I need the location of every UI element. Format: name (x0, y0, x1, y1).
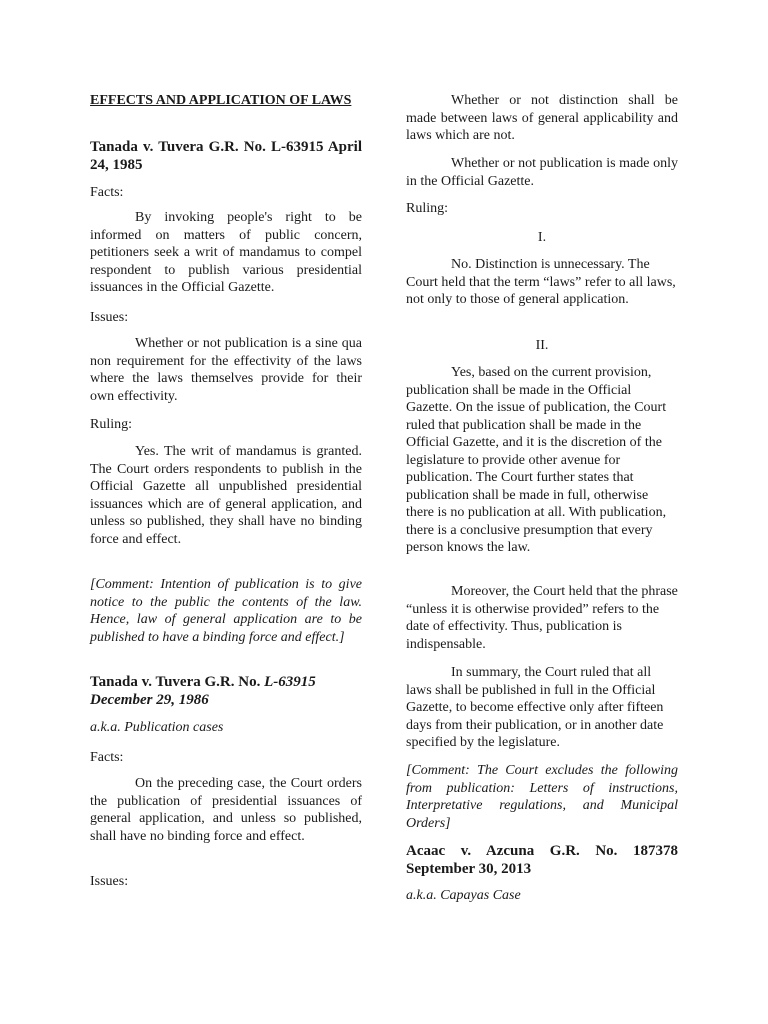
case-title-tanada-1986 (90, 673, 362, 709)
issues-label-2: Issues: (90, 874, 129, 889)
ruling-ii-paragraph: Yes, based on the current provision, publication shall be made in the Official Gazette. On the issue of publication, the Court ruled that publication shall be made in the Official Gazette, and it is the discretion of the legislature to provide other avenue for publication. The Court further states that publication shall be made in full, otherwise there is no publication at all. With publication, there is a conclusive presumption that every person knows the law. (406, 365, 667, 555)
issues-paragraph: Whether or not publication is a sine qua non requirement for the effectivity of the laws where the laws themselves provide for their own effectivity. (90, 336, 362, 404)
facts-label: Facts: (90, 185, 124, 200)
section-heading: EFFECTS AND APPLICATION OF LAWS (90, 93, 352, 108)
issue-official-gazette: Whether or not publication is made only in the Official Gazette. (406, 156, 678, 189)
issues-label: Issues: (90, 310, 129, 325)
case-date: December 29, 1986 (90, 692, 209, 708)
case-number: L-63915 (264, 674, 316, 690)
facts-paragraph-2: On the preceding case, the Court orders the publication of presidential issuances of general application, and unless so published, shall have no binding force and effect. (90, 776, 362, 844)
aka-label: a.k.a. Publication cases (90, 720, 224, 735)
case-prefix: Tanada v. Tuvera G.R. No. (90, 674, 261, 690)
summary-paragraph: In summary, the Court ruled that all laws shall be published in full in the Official Gazette, to become effective only after fifteen days from their publication, or in another date specified by the legislature. (406, 665, 664, 750)
facts-label-2: Facts: (90, 750, 124, 765)
case-title-acaac: Acaac v. Azcuna G.R. No. 187378 September 30, 2013 (406, 843, 678, 877)
ruling-label: Ruling: (90, 417, 133, 432)
case-title-tanada-1985: Tanada v. Tuvera G.R. No. L-63915 April 24, 1985 (90, 139, 362, 173)
moreover-paragraph: Moreover, the Court held that the phrase “unless it is otherwise provided” refers to the date of effectivity. Thus, publication is indispensable. (406, 584, 678, 652)
comment-paragraph-2: [Comment: The Court excludes the following from publication: Letters of instructions, Interpretative regulations, and Municipal Orders] (406, 763, 678, 831)
facts-paragraph: By invoking people's right to be informed on matters of public concern, petitioners seek a writ of mandamus to compel respondent to publish various presidential issuances in the Official Gazette. (90, 210, 362, 295)
comment-paragraph: [Comment: Intention of publication is to give notice to the public the contents of the law. Hence, law of general application are to be published to have a binding force and effect.] (90, 577, 362, 645)
roman-numeral-ii: II. (535, 338, 549, 353)
ruling-label-2: Ruling: (406, 201, 449, 216)
ruling-i-paragraph: No. Distinction is unnecessary. The Court held that the term “laws” refer to all laws, not only to those of general application. (406, 257, 676, 307)
issue-distinction: Whether or not distinction shall be made between laws of general applicability and laws which are not. (406, 93, 678, 143)
roman-numeral-i: I. (537, 230, 547, 245)
ruling-paragraph: Yes. The writ of mandamus is granted. The Court orders respondents to publish in the Official Gazette all unpublished presidential issuances which are of general application, and unless so published, they shall have no binding force and effect. (90, 444, 362, 547)
aka-label-2: a.k.a. Capayas Case (406, 888, 521, 903)
